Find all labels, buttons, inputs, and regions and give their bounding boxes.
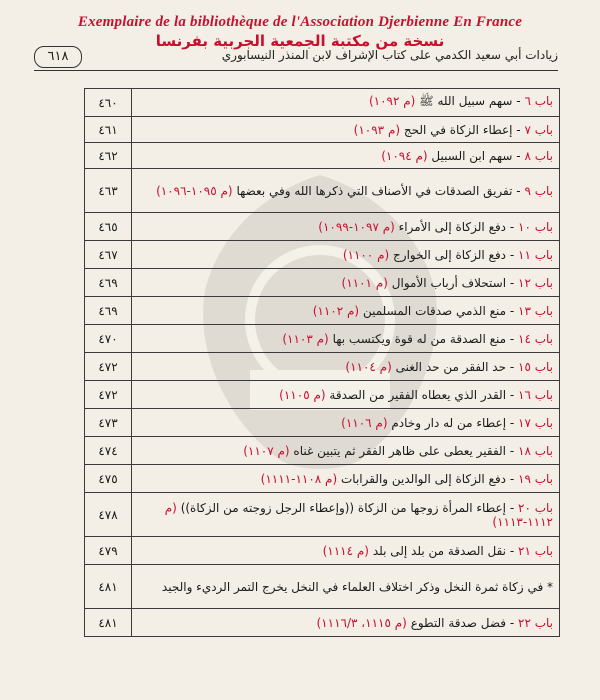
page-reference: ٤٧٢ <box>85 353 132 381</box>
issue-reference: (م ١٠٩٢) <box>368 94 416 108</box>
chapter-label: باب ٩ <box>524 183 553 198</box>
chapter-title: سهم ابن السبيل <box>431 148 513 163</box>
page-reference: ٤٦٥ <box>85 213 132 241</box>
chapter-title: منع الذمي صدقات المسلمين <box>362 303 507 318</box>
page-reference: ٤٧٤ <box>85 437 132 465</box>
chapter-title: دفع الزكاة إلى الخوارج <box>393 247 507 262</box>
chapter-title: منع الصدقة من له قوة ويكتسب بها <box>332 331 507 346</box>
page-reference: ٤٧٨ <box>85 493 132 537</box>
contents-entry: باب ٦ - سهم سبيل الله ﷺ (م ١٠٩٢) <box>132 89 560 117</box>
chapter-title: القدر الذي يعطاه الفقير من الصدقة <box>329 387 507 402</box>
contents-row <box>85 353 560 381</box>
issue-reference: (م ١١١٢-١١١٣) <box>164 500 553 529</box>
contents-entry: باب ١١ - دفع الزكاة إلى الخوارج (م ١١٠٠) <box>132 241 560 269</box>
chapter-label: باب ٢٢ <box>518 615 553 630</box>
chapter-title: فضل صدقة التطوع <box>410 615 507 630</box>
chapter-label: باب ١٧ <box>518 415 553 430</box>
chapter-title: حد الفقر من حد الغنى <box>395 359 507 374</box>
chapter-label: باب ٢٠ <box>518 500 553 515</box>
contents-row <box>85 143 560 169</box>
contents-row <box>85 213 560 241</box>
page-reference: ٤٦٢ <box>85 143 132 169</box>
chapter-title: * في زكاة ثمرة النخل وذكر اختلاف العلماء في النخل يخرج التمر الرديء والجيد <box>161 579 553 594</box>
chapter-title: إعطاء من له دار وخادم <box>391 415 507 430</box>
issue-reference: (م ١٠٩٣) <box>353 122 401 137</box>
chapter-label: باب ٧ <box>524 122 553 137</box>
issue-reference: (م ١١٠٢) <box>312 303 360 318</box>
page-reference: ٤٦٣ <box>85 169 132 213</box>
chapter-label: باب ١٤ <box>518 331 553 346</box>
page-reference: ٤٧٩ <box>85 537 132 565</box>
contents-row <box>85 465 560 493</box>
issue-reference: (م ١١٠٠) <box>342 247 390 262</box>
contents-row <box>85 565 560 609</box>
page-reference: ٤٦١ <box>85 117 132 143</box>
contents-row <box>85 269 560 297</box>
page-reference: ٤٧٥ <box>85 465 132 493</box>
chapter-title: تفريق الصدقات في الأصناف التي ذكرها الله وفي بعضها <box>236 183 513 198</box>
running-title: زيادات أبي سعيد الكدمي على كتاب الإشراف لابن المنذر النيسابوري <box>221 48 558 62</box>
issue-reference: (م ١١٠١) <box>341 275 388 290</box>
chapter-title: دفع الزكاة إلى الأمراء <box>398 219 507 234</box>
contents-row <box>85 89 560 117</box>
issue-reference: (م ١١٠٦) <box>341 415 388 430</box>
contents-entry: باب ١٨ - الفقير يعطى على ظاهر الفقر ثم يتبين غناه (م ١١٠٧) <box>132 437 560 465</box>
contents-entry: باب ٧ - إعطاء الزكاة في الحج (م ١٠٩٣) <box>132 117 560 143</box>
library-stamp-arabic: نسخة من مكتبة الجمعية الجربية بفرنسا <box>155 32 445 50</box>
contents-entry: باب ١٠ - دفع الزكاة إلى الأمراء (م ١٠٩٧-١٠٩٩) <box>132 213 560 241</box>
contents-entry: باب ١٢ - استحلاف أرباب الأموال (م ١١٠١) <box>132 269 560 297</box>
chapter-title: إعطاء المرأة زوجها من الزكاة ((وإعطاء الرجل زوجته من الزكاة)) <box>180 500 507 515</box>
page-reference: ٤٨١ <box>85 609 132 637</box>
chapter-title: إعطاء الزكاة في الحج <box>403 122 513 137</box>
contents-entry: باب ٢٢ - فضل صدقة التطوع (م ١١١٥، ١١١٦/٣) <box>132 609 560 637</box>
page-reference: ٤٦٧ <box>85 241 132 269</box>
contents-row <box>85 169 560 213</box>
chapter-title: الفقير يعطى على ظاهر الفقر ثم يتبين غناه <box>293 443 507 458</box>
issue-reference: (م ١١٠٣) <box>282 331 329 346</box>
page-reference: ٤٦٩ <box>85 269 132 297</box>
contents-entry: باب ١٤ - منع الصدقة من له قوة ويكتسب بها (م ١١٠٣) <box>132 325 560 353</box>
contents-entry: باب ٢١ - نقل الصدقة من بلد إلى بلد (م ١١١٤) <box>132 537 560 565</box>
page-reference: ٤٧٠ <box>85 325 132 353</box>
contents-entry: باب ١٣ - منع الذمي صدقات المسلمين (م ١١٠٢) <box>132 297 560 325</box>
page-reference: ٤٧٢ <box>85 381 132 409</box>
page-reference: ٤٦٠ <box>85 89 132 117</box>
contents-entry: باب ١٥ - حد الفقر من حد الغنى (م ١١٠٤) <box>132 353 560 381</box>
contents-row <box>85 409 560 437</box>
chapter-label: باب ١٣ <box>518 303 553 318</box>
contents-row <box>85 493 560 537</box>
issue-reference: (م ١٠٩٧-١٠٩٩) <box>318 219 395 234</box>
contents-entry: باب ٢٠ - إعطاء المرأة زوجها من الزكاة ((وإعطاء الرجل زوجته من الزكاة)) (م ١١١٢-١١١٣) <box>132 493 560 537</box>
contents-row <box>85 437 560 465</box>
header-rule <box>34 70 558 71</box>
library-stamp-french: Exemplaire de la bibliothèque de l'Association Djerbienne En France <box>77 14 523 30</box>
chapter-title: سهم سبيل الله ﷺ <box>419 94 513 108</box>
issue-reference: (م ١١١٤) <box>322 543 369 558</box>
chapter-label: باب ٦ <box>524 94 553 108</box>
chapter-label: باب ٢١ <box>518 543 553 558</box>
chapter-title: دفع الزكاة إلى الوالدين والقرابات <box>340 471 507 486</box>
chapter-label: باب ١٢ <box>518 275 553 290</box>
contents-row <box>85 297 560 325</box>
page-number: ٦١٨ <box>34 46 82 68</box>
contents-entry: باب ٨ - سهم ابن السبيل (م ١٠٩٤) <box>132 143 560 169</box>
chapter-title: استحلاف أرباب الأموال <box>391 275 507 290</box>
issue-reference: (م ١١٠٨-١١١١) <box>260 471 338 486</box>
contents-entry: باب ١٧ - إعطاء من له دار وخادم (م ١١٠٦) <box>132 409 560 437</box>
page-reference: ٤٧٣ <box>85 409 132 437</box>
contents-table <box>84 88 560 637</box>
contents-entry <box>132 565 560 609</box>
page-reference: ٤٨١ <box>85 565 132 609</box>
contents-row <box>85 241 560 269</box>
issue-reference: (م ١٠٩٤) <box>381 148 428 163</box>
contents-entry: باب ١٦ - القدر الذي يعطاه الفقير من الصدقة (م ١١٠٥) <box>132 381 560 409</box>
chapter-label: باب ١٠ <box>518 219 553 234</box>
chapter-label: باب ١٩ <box>518 471 553 486</box>
contents-row <box>85 117 560 143</box>
issue-reference: (م ١٠٩٥-١٠٩٦) <box>156 183 233 198</box>
page-reference: ٤٦٩ <box>85 297 132 325</box>
chapter-title: نقل الصدقة من بلد إلى بلد <box>372 543 507 558</box>
chapter-label: باب ١٨ <box>518 443 553 458</box>
chapter-label: باب ١٦ <box>518 387 553 402</box>
issue-reference: (م ١١٠٧) <box>243 443 290 458</box>
issue-reference: (م ١١١٥، ١١١٦/٣) <box>316 615 407 630</box>
issue-reference: (م ١١٠٥) <box>279 387 326 402</box>
contents-entry: باب ١٩ - دفع الزكاة إلى الوالدين والقرابات (م ١١٠٨-١١١١) <box>132 465 560 493</box>
chapter-label: باب ١١ <box>518 247 553 262</box>
contents-row <box>85 325 560 353</box>
contents-row <box>85 537 560 565</box>
chapter-label: باب ١٥ <box>518 359 553 374</box>
contents-row <box>85 381 560 409</box>
contents-row <box>85 609 560 637</box>
contents-entry: باب ٩ - تفريق الصدقات في الأصناف التي ذكرها الله وفي بعضها (م ١٠٩٥-١٠٩٦) <box>132 169 560 213</box>
chapter-label: باب ٨ <box>524 148 553 163</box>
issue-reference: (م ١١٠٤) <box>345 359 392 374</box>
